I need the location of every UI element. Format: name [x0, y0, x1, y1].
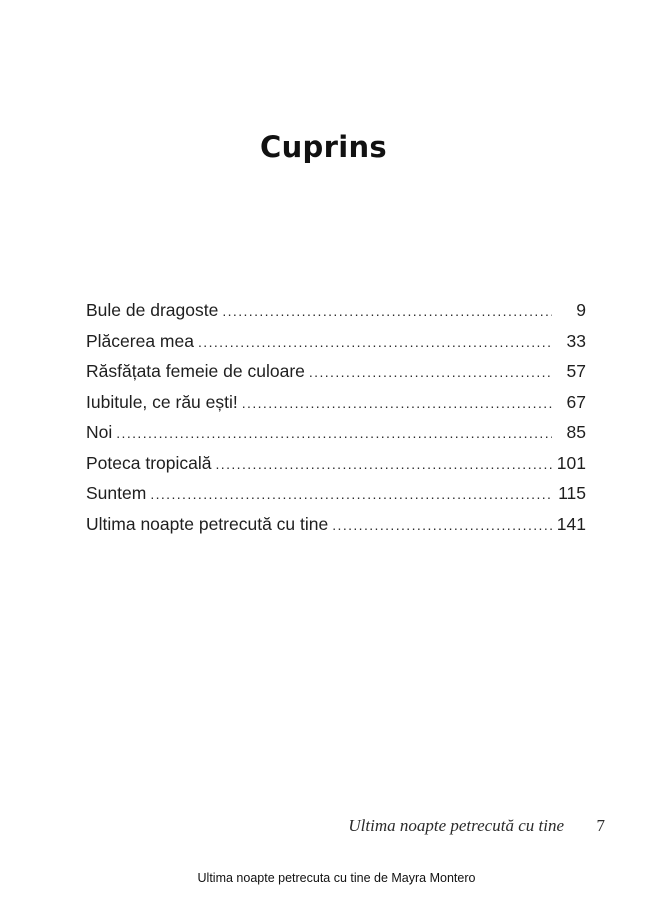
- toc-entry-page: 67: [566, 391, 586, 412]
- toc-entry-page: 33: [566, 330, 586, 351]
- toc-entry: [86, 361, 586, 392]
- toc-leader-dots: [150, 486, 552, 502]
- toc-entry: [86, 514, 586, 545]
- toc-entry: [86, 483, 586, 514]
- toc-leader-dots: [116, 425, 552, 441]
- toc-entry-page: 57: [566, 361, 586, 381]
- toc-entry: [86, 300, 586, 331]
- toc-entry-page: 141: [556, 513, 586, 534]
- toc-leader-dots: [309, 364, 552, 380]
- toc-leader-dots: [242, 395, 552, 411]
- toc-leader-dots: [332, 517, 552, 533]
- toc-entry-title: Poteca tropicală: [86, 452, 212, 473]
- toc-entry: [86, 422, 586, 453]
- page-number: 7: [596, 816, 605, 835]
- toc-entry-title: Răsfățata femeie de culoare: [86, 361, 305, 381]
- toc-entry-page: 115: [558, 483, 586, 503]
- toc-entry-title: Noi: [86, 422, 113, 442]
- table-of-contents: [86, 300, 586, 544]
- running-title: Ultima noapte petrecută cu tine: [348, 816, 564, 835]
- toc-entry-page: 9: [576, 300, 586, 320]
- toc-entry-title: Ultima noapte petrecută cu tine: [86, 513, 329, 534]
- running-footer: [0, 816, 647, 840]
- toc-entry-title: Suntem: [86, 483, 147, 503]
- toc-entry-title: Iubitule, ce rău ești!: [86, 391, 238, 412]
- toc-entry-title: Plăcerea mea: [86, 330, 194, 351]
- toc-entry-page: 101: [556, 452, 586, 473]
- toc-entry-page: 85: [566, 422, 586, 442]
- toc-entry: [86, 331, 586, 362]
- toc-entry: [86, 453, 586, 484]
- source-caption: Ultima noapte petrecuta cu tine de Mayra Montero: [197, 871, 476, 885]
- page-title: Cuprins: [260, 130, 387, 164]
- toc-entry-title: Bule de dragoste: [86, 300, 219, 320]
- toc-leader-dots: [222, 303, 552, 319]
- toc-leader-dots: [216, 456, 553, 472]
- toc-leader-dots: [198, 334, 552, 350]
- toc-entry: [86, 392, 586, 423]
